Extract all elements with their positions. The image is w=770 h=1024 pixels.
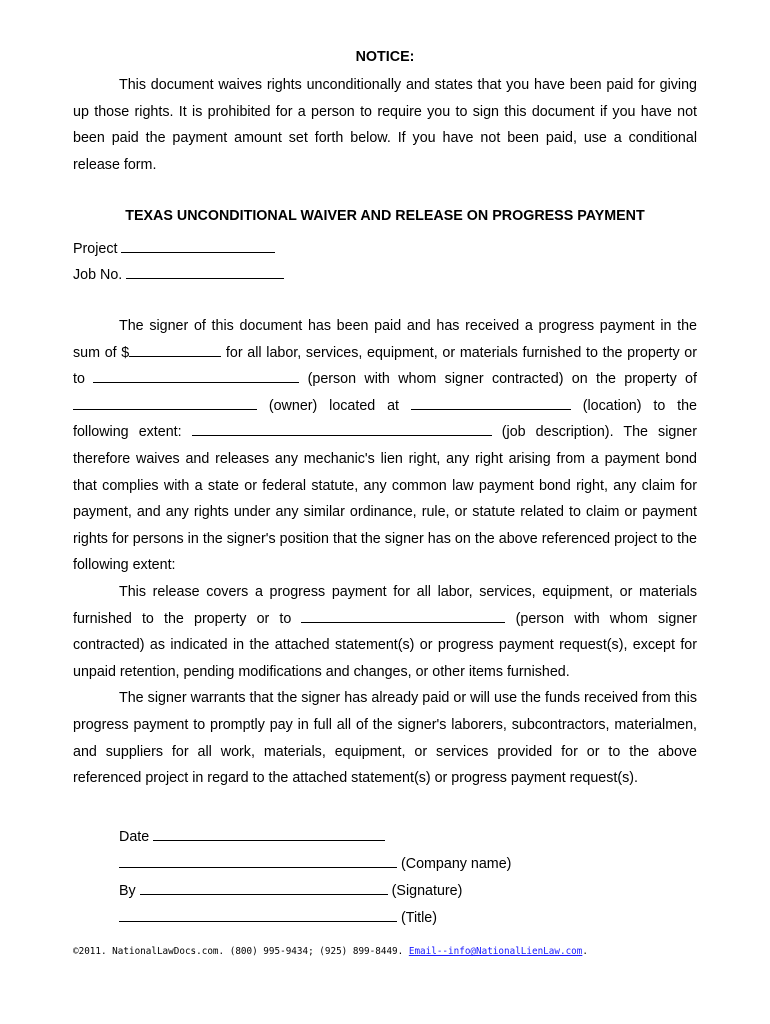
title-label: (Title) xyxy=(400,910,437,926)
notice-paragraph: This document waives rights unconditionally and states that you have been paid for giving up those rights. It is prohibited for a person to require you to sign this document if you have not been paid the payment amount set forth below. If you have not been paid, use a conditional release form. xyxy=(73,77,697,174)
signature-label: (Signature) xyxy=(391,883,463,899)
title-blank[interactable] xyxy=(119,907,397,922)
release-paragraph-3: The signer warrants that the signer has already paid or will use the funds received from this progress payment to promptly pay in full all of the signer's laborers, subcontractors, materialmen, and suppliers for all work, materials, equipment, or services provided for or to the above referenced project in regard to the attached statement(s) or progress payment request(s). xyxy=(73,690,697,787)
contracted-person-blank-2[interactable] xyxy=(301,608,505,623)
signature-blank[interactable] xyxy=(140,880,388,895)
date-blank[interactable] xyxy=(153,826,385,841)
project-field-row xyxy=(73,238,275,257)
p2-text-a: This release covers a progress payment for all labor, services, equipment, or materials furnished to the property or to xyxy=(73,583,697,627)
footer-text: ©2011. NationalLawDocs.com. (800) 995-9434; (925) 899-8449. xyxy=(73,946,409,957)
by-label: By xyxy=(119,883,136,899)
form-title: TEXAS UNCONDITIONAL WAIVER AND RELEASE ON PROGRESS PAYMENT xyxy=(125,208,645,224)
p1-text-c: (person with whom signer contracted) on the property of xyxy=(299,371,697,388)
p1-text-f: (job description). The signer therefore waives and releases any mechanic's lien right, any right arising from a payment bond that complies with a state or federal statute, any common law payment bond right, any claim for payment, and any rights under any similar ordinance, rule, or statute related to claim or payment rights for persons in the signer's position that the signer has on the above referenced project to the following extent: xyxy=(73,424,697,574)
p1-text-a: The signer of this document has been paid and has received a progress payment in the sum of $ xyxy=(73,318,697,361)
date-row xyxy=(119,826,385,845)
release-body xyxy=(73,313,697,792)
p1-text-e: (location) to the following extent: xyxy=(73,397,697,441)
footer-end: . xyxy=(582,946,588,957)
location-blank[interactable] xyxy=(411,395,571,410)
p1-text-b: for all labor, services, equipment, or materials furnished to the property or to xyxy=(73,344,697,388)
p1-text-d: (owner) located at xyxy=(257,397,411,414)
company-row xyxy=(119,853,511,872)
job-number-field-row xyxy=(73,264,284,283)
release-paragraph-1 xyxy=(73,313,697,579)
email-link[interactable]: Email--info@NationalLienLaw.com xyxy=(408,946,583,957)
job-number-label: Job No. xyxy=(73,267,123,283)
project-label: Project xyxy=(73,241,118,257)
owner-blank[interactable] xyxy=(73,395,257,410)
payment-sum-blank[interactable] xyxy=(129,342,221,357)
job-number-blank[interactable] xyxy=(126,264,284,279)
company-name-blank[interactable] xyxy=(119,853,397,868)
contracted-person-blank[interactable] xyxy=(93,368,299,383)
project-blank[interactable] xyxy=(121,238,275,253)
signature-row xyxy=(119,880,462,899)
footer xyxy=(73,946,588,957)
p2-text-b: (person with whom signer contracted) as indicated in the attached statement(s) or progress payment request(s), except for unpaid retention, pending modifications and changes, or other items furnished. xyxy=(73,610,697,680)
date-label: Date xyxy=(119,829,150,845)
title-row xyxy=(119,907,437,926)
company-name-label: (Company name) xyxy=(400,856,512,872)
notice-heading: NOTICE: xyxy=(355,49,415,65)
extent-blank[interactable] xyxy=(192,421,492,436)
release-paragraph-2 xyxy=(73,579,697,685)
